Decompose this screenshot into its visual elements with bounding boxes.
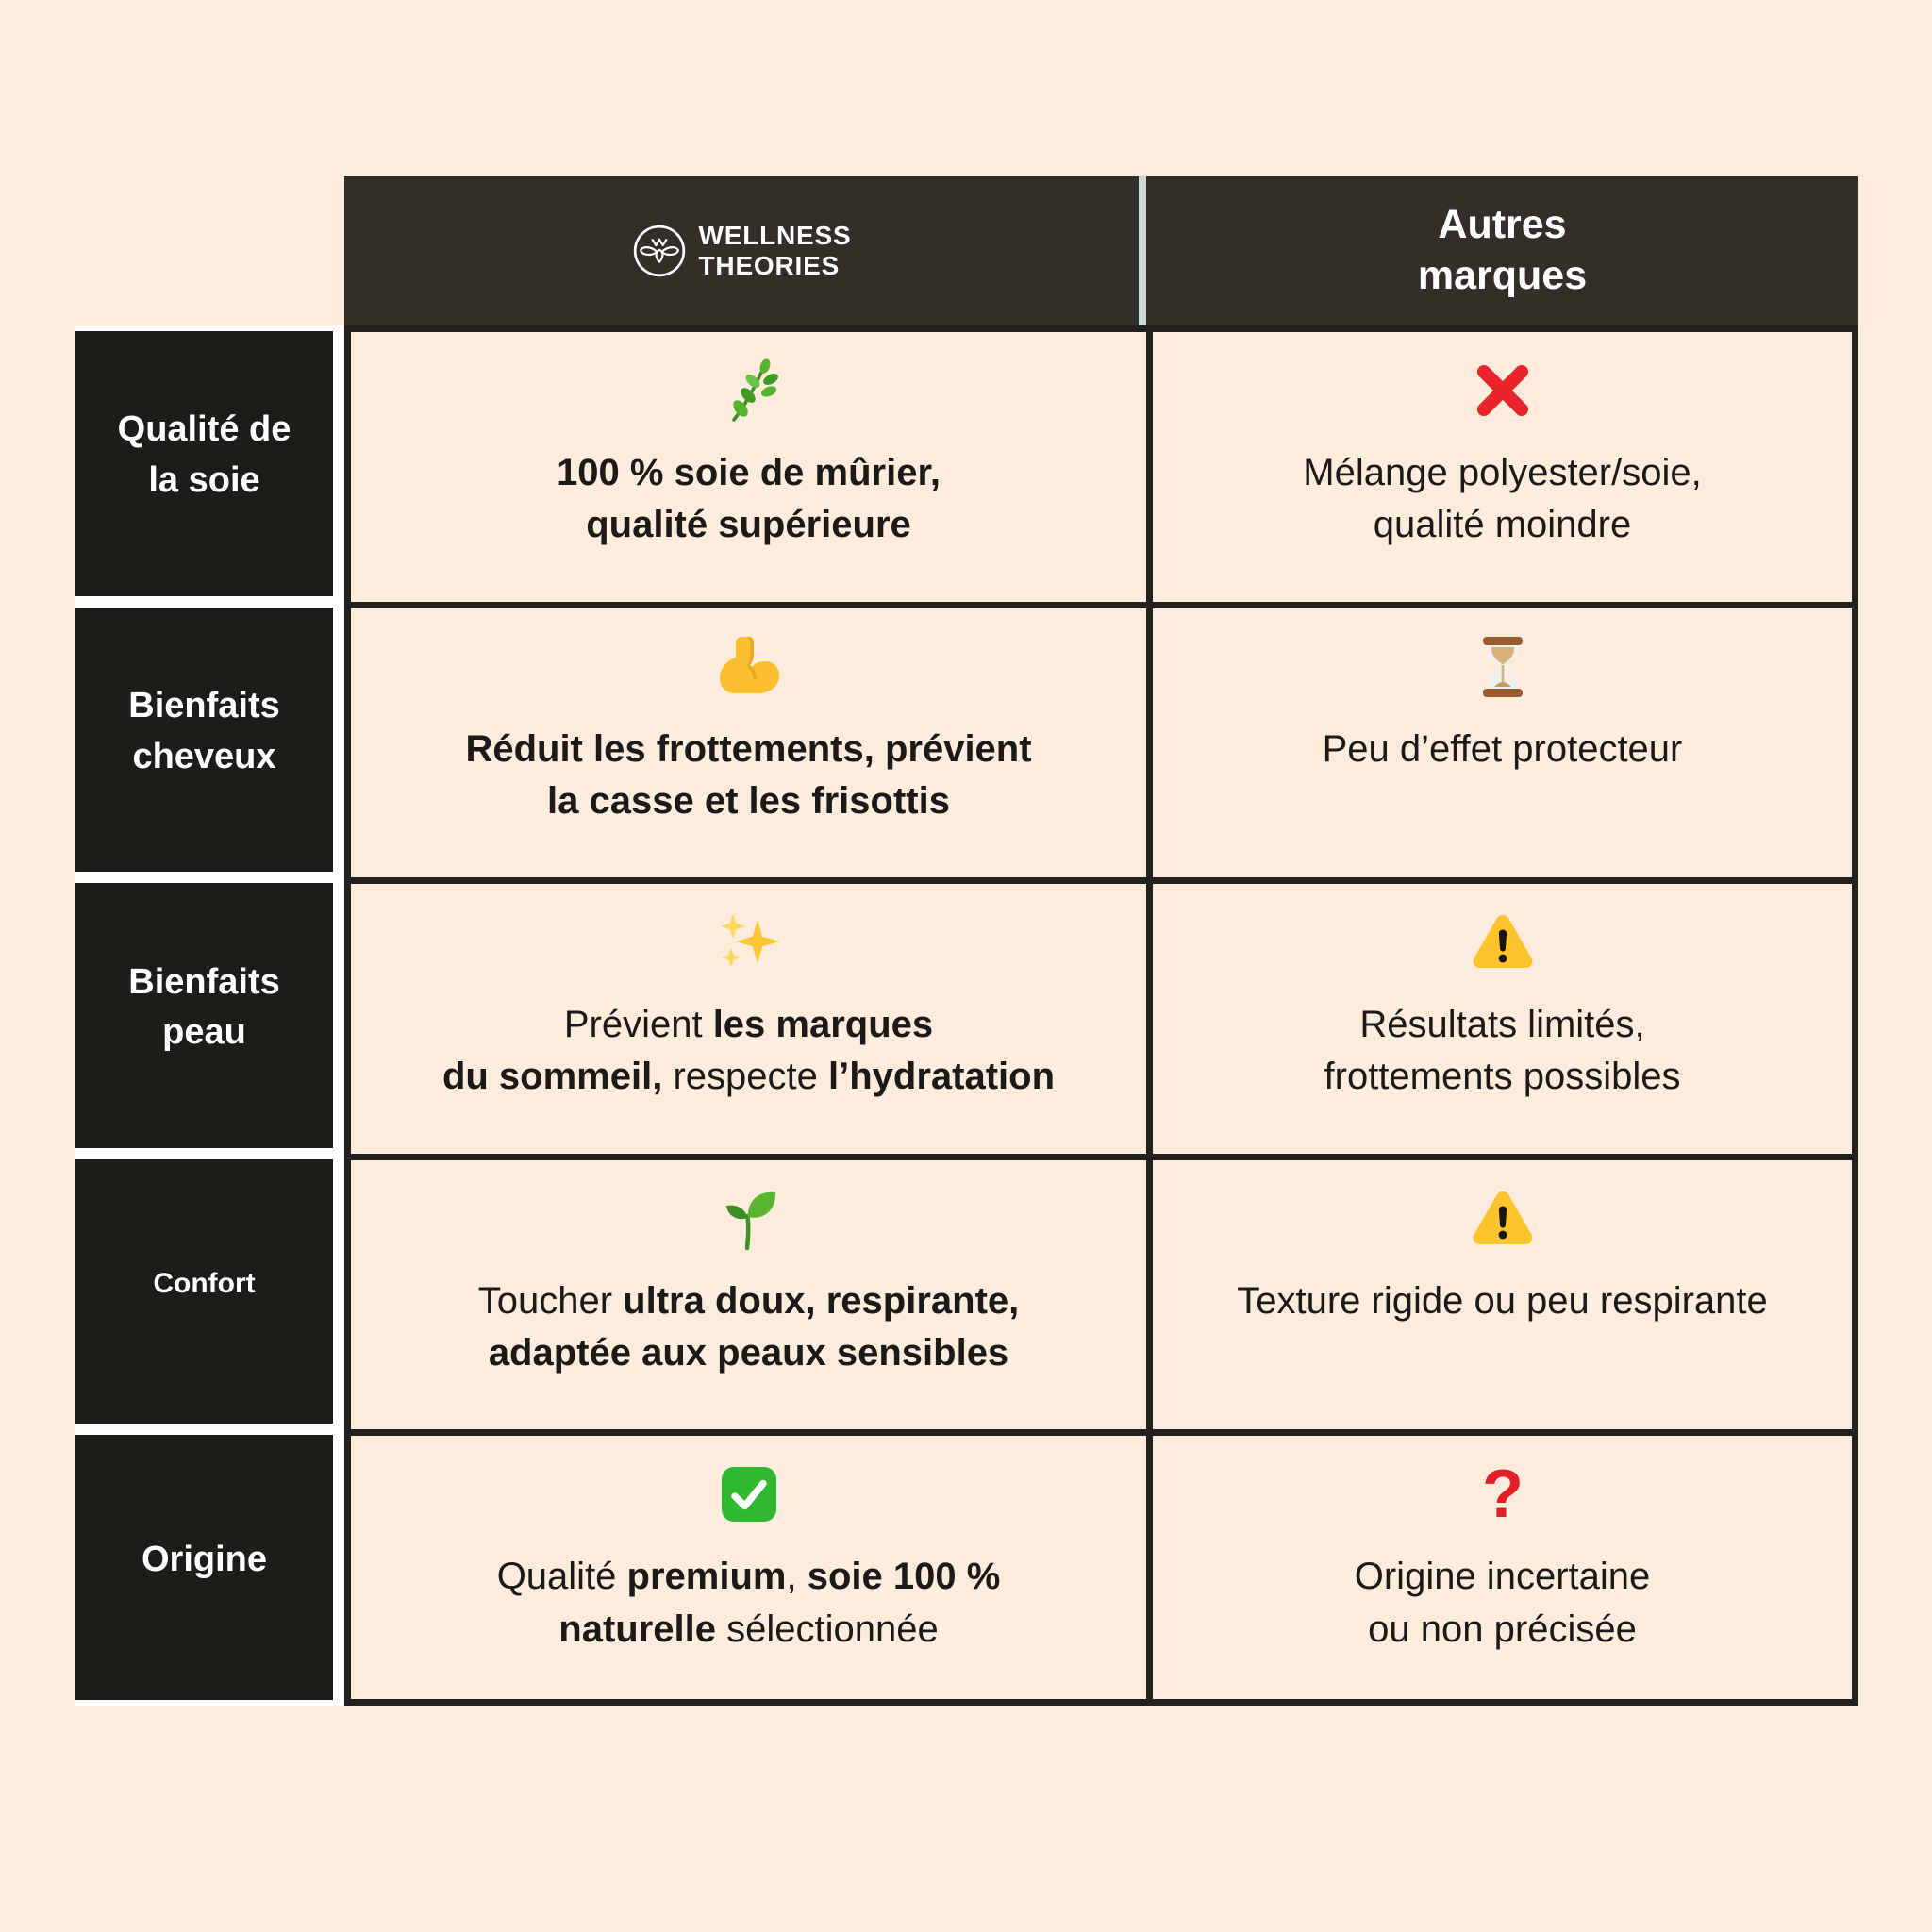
row-label-cell-origine <box>75 1429 344 1706</box>
row-label-bienfaits-cheveux <box>75 608 333 873</box>
header-competitor-column <box>1146 176 1858 325</box>
warning-icon <box>1469 1185 1537 1253</box>
brand-cell-text: Toucher ultra doux, respirante, adaptée aux peaux sensibles <box>477 1279 1020 1374</box>
row-label-bienfaits-peau <box>75 883 333 1148</box>
row-label-cell-qualite-soie <box>75 325 344 602</box>
row-label-text: Bienfaits cheveux <box>128 685 280 776</box>
row-label-cell-bienfaits-peau <box>75 877 344 1154</box>
brand-cell-text: Réduit les frottements, prévient la casse et les frisottis <box>465 727 1032 822</box>
row-label-text: Origine <box>141 1539 268 1579</box>
corner-spacer <box>75 176 344 325</box>
brand-cell-confort <box>344 1154 1146 1430</box>
hourglass-icon <box>1469 633 1537 701</box>
other-cell-bienfaits-peau <box>1146 877 1858 1154</box>
row-label-text: Confort <box>153 1267 256 1299</box>
row-label-cell-confort <box>75 1154 344 1430</box>
sparkles-icon <box>715 908 783 976</box>
brand-cell-text: Qualité premium, soie 100 % naturelle sélectionnée <box>496 1556 1001 1650</box>
bee-logo-icon <box>632 224 687 278</box>
other-cell-confort <box>1146 1154 1858 1430</box>
brand-cell-bienfaits-cheveux <box>344 602 1146 878</box>
brand-cell-qualite-soie <box>344 325 1146 602</box>
other-cell-text: Texture rigide ou peu respirante <box>1237 1279 1768 1322</box>
other-cell-qualite-soie <box>1146 325 1858 602</box>
comparison-table <box>75 176 1858 1706</box>
row-label-origine <box>75 1435 333 1700</box>
warning-icon <box>1469 908 1537 976</box>
svg-text:?: ? <box>1481 1460 1524 1529</box>
other-cell-text: Mélange polyester/soie, qualité moindre <box>1303 452 1702 546</box>
row-label-qualite-soie <box>75 331 333 596</box>
row-label-text: Bienfaits peau <box>128 961 280 1053</box>
brand-cell-text: Prévient les marques du sommeil, respecte l’hydratation <box>441 1004 1056 1098</box>
brand-cell-origine <box>344 1429 1146 1706</box>
row-label-text: Qualité de la soie <box>117 409 291 501</box>
seedling-icon <box>715 1185 783 1253</box>
brand-name: WELLNESS THEORIES <box>698 221 852 280</box>
header-brand-column <box>344 176 1146 325</box>
row-label-cell-bienfaits-cheveux <box>75 602 344 878</box>
check-mark-icon <box>715 1460 783 1528</box>
row-label-confort <box>75 1159 333 1424</box>
other-cell-text: Origine incertaine ou non précisée <box>1354 1556 1651 1650</box>
question-mark-icon <box>1469 1460 1537 1528</box>
brand-cell-text: 100 % soie de mûrier, qualité supérieure <box>557 452 941 546</box>
brand-cell-bienfaits-peau <box>344 877 1146 1154</box>
other-cell-bienfaits-cheveux <box>1146 602 1858 878</box>
other-cell-origine <box>1146 1429 1858 1706</box>
brand-logo <box>632 221 852 281</box>
other-cell-text: Résultats limités, frottements possibles <box>1324 1004 1681 1098</box>
other-cell-text: Peu d’effet protecteur <box>1322 727 1683 770</box>
flexed-biceps-icon <box>715 633 783 701</box>
competitor-label: Autres marques <box>1417 202 1588 298</box>
herb-icon <box>715 357 783 425</box>
cross-mark-icon <box>1469 357 1537 425</box>
